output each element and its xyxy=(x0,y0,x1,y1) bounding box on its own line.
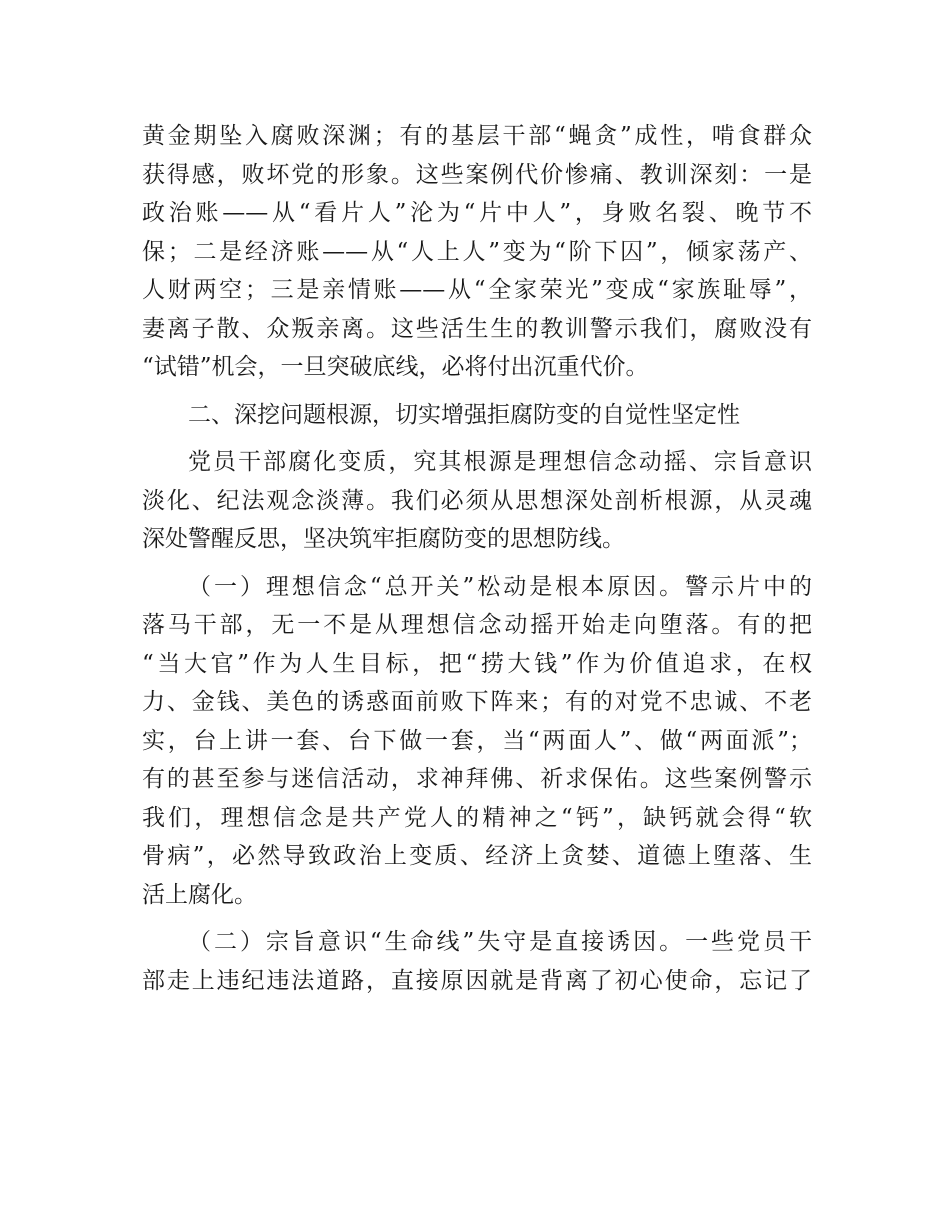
text-line: 力、金钱、美色的诱惑面前败下阵来；有的对党不忠诚、不老 xyxy=(142,689,812,715)
text-line: 人财两空；三是亲情账——从“全家荣光”变成“家族耻辱”， xyxy=(142,277,812,303)
paragraph-root-causes xyxy=(142,443,812,559)
text-line: （一）理想信念“总开关”松动是根本原因。警示片中的 xyxy=(188,573,812,600)
text-line: 我们，理想信念是共产党人的精神之“钙”，缺钙就会得“软 xyxy=(142,804,812,831)
paragraph-ideals-beliefs xyxy=(142,568,812,915)
text-line: 骨病”，必然导致政治上变质、经济上贪婪、道德上堕落、生 xyxy=(142,843,812,869)
text-line: 党员干部腐化变质，究其根源是理想信念动摇、宗旨意识 xyxy=(188,449,812,475)
paragraph-case-lessons xyxy=(142,117,812,387)
text-line: “当大官”作为人生目标，把“捞大钱”作为价值追求，在权 xyxy=(142,650,812,677)
text-line: 保；二是经济账——从“人上人”变为“阶下囚”，倾家荡产、 xyxy=(142,238,812,265)
text-line: 实，台上讲一套、台下做一套，当“两面人”、做“两面派”； xyxy=(142,727,812,754)
text-line: 深处警醒反思，坚决筑牢拒腐防变的思想防线。 xyxy=(142,526,625,552)
body-text xyxy=(142,117,812,1000)
section-heading: 二、深挖问题根源，切实增强拒腐防变的自觉性坚定性 xyxy=(188,401,740,428)
text-line: （二）宗旨意识“生命线”失守是直接诱因。一些党员干 xyxy=(188,929,812,955)
text-line: 获得感，败坏党的形象。这些案例代价惨痛、教训深刻：一是 xyxy=(142,161,812,188)
text-line: 妻离子散、众叛亲离。这些活生生的教训警示我们，腐败没有 xyxy=(142,315,812,342)
text-line: “试错”机会，一旦突破底线，必将付出沉重代价。 xyxy=(142,354,649,380)
text-line: 活上腐化。 xyxy=(142,881,257,908)
text-line: 部走上违纪违法道路，直接原因就是背离了初心使命，忘记了 xyxy=(142,967,812,994)
paragraph-purpose-awareness xyxy=(142,923,812,1000)
section-heading-two xyxy=(142,396,812,435)
text-line: 政治账——从“看片人”沦为“片中人”，身败名裂、晚节不 xyxy=(142,200,812,226)
text-line: 有的甚至参与迷信活动，求神拜佛、祈求保佑。这些案例警示 xyxy=(142,766,812,792)
text-line: 淡化、纪法观念淡薄。我们必须从思想深处剖析根源，从灵魂 xyxy=(142,487,812,514)
text-line: 落马干部，无一不是从理想信念动摇开始走向堕落。有的把 xyxy=(142,612,812,638)
text-line: 黄金期坠入腐败深渊；有的基层干部“蝇贪”成性，啃食群众 xyxy=(142,123,812,149)
